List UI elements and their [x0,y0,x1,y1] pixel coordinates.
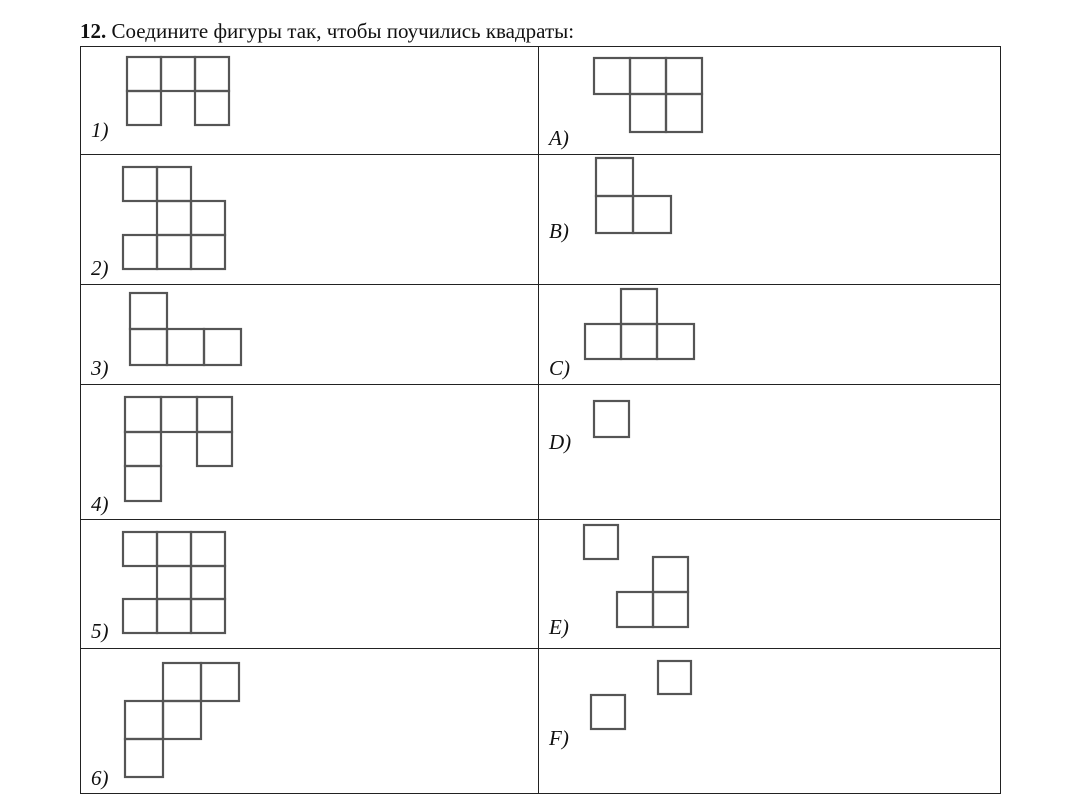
cell-left-1 [81,47,539,155]
shape-label-b: B) [549,219,569,243]
shape-2-figure [122,166,229,272]
cell-left-6 [81,649,539,794]
shape-label-4: 4) [91,492,109,516]
shape-label-2: 2) [91,256,109,280]
table-row [81,649,1001,794]
cell-left-3 [81,285,539,385]
shape-a-figure [593,57,705,135]
table-row [81,155,1001,285]
shape-c-figure [584,288,698,362]
shape-label-1: 1) [91,118,109,142]
shape-label-c: C) [549,356,570,380]
shape-6-figure [124,662,242,782]
shape-5-figure [122,531,230,637]
task-title [80,17,574,45]
shape-d-figure [593,400,633,440]
cell-left-2 [81,155,539,285]
cell-right-e [539,520,1001,649]
cell-left-4 [81,385,539,520]
cell-right-a [539,47,1001,155]
shape-label-6: 6) [91,766,109,790]
table-row [81,47,1001,155]
shape-label-a: A) [549,126,569,150]
cell-right-c [539,285,1001,385]
shapes-table [80,46,1001,794]
task-text: Соедините фигуры так, чтобы поучились квадраты: [106,19,575,43]
shape-f-figure [590,660,696,732]
shape-1-figure [126,56,232,128]
table-row [81,285,1001,385]
shape-label-3: 3) [91,356,109,380]
shape-label-f: F) [549,726,569,750]
shape-label-d: D) [549,430,572,454]
table-row [81,520,1001,649]
shape-4-figure [124,396,236,504]
table-row [81,385,1001,520]
task-number: 12. [80,19,107,43]
shape-label-5: 5) [91,619,109,643]
shape-b-figure [595,157,675,237]
shape-e-figure [583,524,695,632]
shape-label-e: E) [549,615,569,639]
cell-right-f [539,649,1001,794]
cell-right-d [539,385,1001,520]
cell-right-b [539,155,1001,285]
shape-3-figure [129,292,245,368]
cell-left-5 [81,520,539,649]
